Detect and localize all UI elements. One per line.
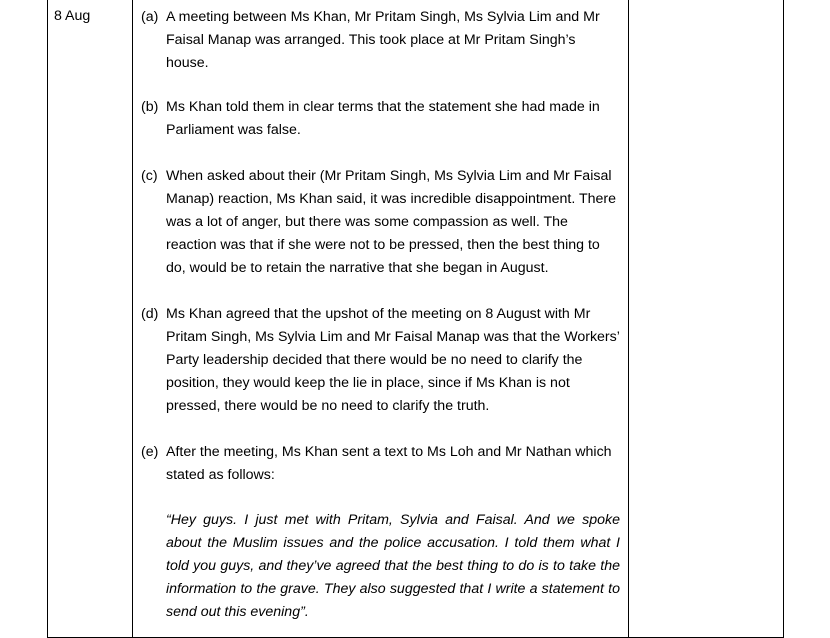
quoted-text-message: “Hey guys. I just met with Pritam, Sylvia and Faisal. And we spoke about the Muslim issues and the police accusation. I told them what I told you guys, and they’ve agreed that the best thing to do is to take the information to the grave. They also suggested that I write a statement to send out this evening”. bbox=[166, 512, 620, 620]
paragraph-text: Ms Khan agreed that the upshot of the meeting on 8 August with Mr Pritam Singh, Ms Sylvia Lim and Mr Faisal Manap was that the Workers’ Party leadership decided that there would be no need to clarify the position, they would keep the lie in place, since if Ms Khan is not pressed, there would be no need to clarify the truth. bbox=[166, 306, 620, 414]
paragraph-c bbox=[141, 165, 621, 280]
paragraph-text: A meeting between Ms Khan, Mr Pritam Singh, Ms Sylvia Lim and Mr Faisal Manap was arranged. This took place at Mr Pritam Singh’s house. bbox=[166, 9, 600, 71]
paragraph-text: Ms Khan told them in clear terms that the statement she had made in Parliament was false. bbox=[166, 99, 600, 138]
paragraph-text: When asked about their (Mr Pritam Singh, Ms Sylvia Lim and Mr Faisal Manap) reaction, Ms Khan said, it was incredible disappointment. There was a lot of anger, but there was some compassion as well. The reaction was that if she were not to be pressed, then the best thing to do, would be to retain the narrative that she began in August. bbox=[166, 168, 617, 276]
paragraph-d bbox=[141, 303, 621, 418]
paragraph-a bbox=[141, 6, 621, 75]
paragraph-label: (b) bbox=[141, 99, 159, 115]
column-divider-right bbox=[628, 0, 629, 637]
paragraph-label: (c) bbox=[141, 168, 158, 184]
date-cell: 8 Aug bbox=[54, 8, 91, 24]
paragraph-label: (d) bbox=[141, 306, 159, 322]
paragraph-text: After the meeting, Ms Khan sent a text to Ms Loh and Mr Nathan which stated as follows: bbox=[166, 444, 612, 483]
column-divider-left bbox=[132, 0, 133, 637]
paragraph-label: (e) bbox=[141, 444, 159, 460]
paragraph-b bbox=[141, 96, 621, 142]
paragraph-e bbox=[141, 441, 621, 487]
paragraph-label: (a) bbox=[141, 9, 159, 25]
